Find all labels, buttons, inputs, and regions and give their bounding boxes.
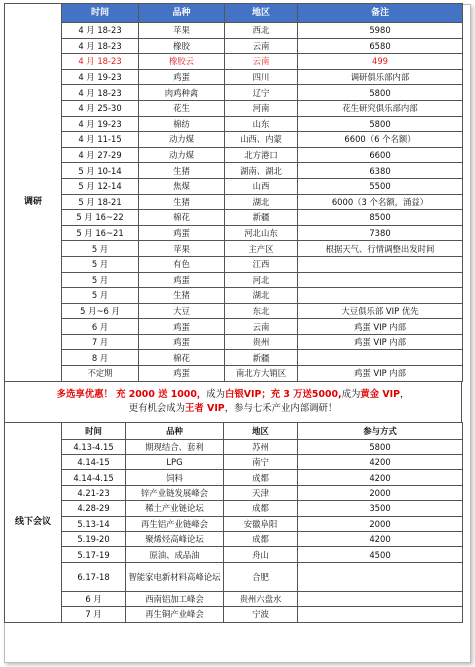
cell-variety: 西南铝加工峰会 <box>126 591 224 606</box>
cell-time: 5 月 16~22 <box>62 210 139 226</box>
offline-header-row <box>5 422 463 439</box>
table-row <box>5 210 463 226</box>
cell-variety: 聚烯烃高峰论坛 <box>126 532 224 547</box>
cell-variety: 橡胶云 <box>139 54 225 70</box>
cell-region: 贵州六盘水 <box>224 591 298 606</box>
cell-note: 499 <box>298 54 463 70</box>
cell-region: 云南 <box>225 38 298 54</box>
table-row <box>5 100 463 116</box>
cell-method <box>298 562 463 591</box>
cell-region: 湖北 <box>225 288 298 304</box>
cell-time: 5 月 16~21 <box>62 225 139 241</box>
cell-time: 5 月 <box>62 256 139 272</box>
promo-gold-vip: 黄金 VIP <box>360 388 400 400</box>
cell-time: 4 月 18-23 <box>62 23 139 39</box>
cell-variety: 鸡蛋 <box>139 225 225 241</box>
promo-text: 成为 <box>341 388 361 400</box>
cell-time: 4 月 11-15 <box>62 132 139 148</box>
cell-note: 6600（6 个名额） <box>298 132 463 148</box>
cell-region: 河北 <box>225 272 298 288</box>
cell-method: 3500 <box>298 501 463 516</box>
cell-time: 4 月 18-23 <box>62 38 139 54</box>
cell-method: 4500 <box>298 547 463 562</box>
table-row <box>5 116 463 132</box>
cell-region: 新疆 <box>225 350 298 366</box>
cell-time: 4.14-4.15 <box>62 470 126 485</box>
cell-region: 新疆 <box>225 210 298 226</box>
cell-note: 6000（3 个名额，涌益） <box>298 194 463 210</box>
cell-note: 5500 <box>298 178 463 194</box>
cell-method: 4200 <box>298 470 463 485</box>
cell-note: 花生研究俱乐部内部 <box>298 100 463 116</box>
cell-method: 2000 <box>298 485 463 500</box>
cell-region: 宁波 <box>224 607 298 622</box>
cell-note: 调研俱乐部内部 <box>298 69 463 85</box>
cell-region: 贵州 <box>225 334 298 350</box>
cell-variety: 鸡蛋 <box>139 69 225 85</box>
cell-note <box>298 288 463 304</box>
cell-variety: 大豆 <box>139 303 225 319</box>
cell-method <box>298 591 463 606</box>
table-row <box>5 607 463 622</box>
cell-variety: 肉鸡种禽 <box>139 85 225 101</box>
table-row <box>5 547 463 562</box>
cell-variety: 焦煤 <box>139 178 225 194</box>
cell-region: 江西 <box>225 256 298 272</box>
cell-time: 6 月 <box>62 591 126 606</box>
cell-region: 山西、内蒙 <box>225 132 298 148</box>
table-row <box>5 303 463 319</box>
promo-text: 更有机会成为 <box>128 402 186 414</box>
cell-time: 5 月 12-14 <box>62 178 139 194</box>
cell-variety: 棉花 <box>139 350 225 366</box>
table-row <box>5 132 463 148</box>
table-row <box>5 288 463 304</box>
cell-time: 5 月~6 月 <box>62 303 139 319</box>
schedule-sheet <box>4 3 462 623</box>
table-row <box>5 516 463 531</box>
cell-note: 8500 <box>298 210 463 226</box>
table-row <box>5 241 463 257</box>
cell-variety: 再生铜产业峰会 <box>126 607 224 622</box>
table-row <box>5 319 463 335</box>
cell-note <box>298 350 463 366</box>
column-header: 备注 <box>298 4 463 23</box>
cell-time: 7 月 <box>62 334 139 350</box>
promo-banner <box>4 382 462 422</box>
cell-variety: 棉纺 <box>139 116 225 132</box>
cell-variety: 鸡蛋 <box>139 272 225 288</box>
table-row <box>5 54 463 70</box>
cell-time: 4.13-4.15 <box>62 439 126 454</box>
cell-time: 4 月 27-29 <box>62 147 139 163</box>
cell-region: 四川 <box>225 69 298 85</box>
cell-variety: LPG <box>126 455 224 470</box>
cell-time: 4 月 18-23 <box>62 85 139 101</box>
cell-variety: 鸡蛋 <box>139 319 225 335</box>
cell-variety: 苹果 <box>139 241 225 257</box>
cell-variety: 生猪 <box>139 288 225 304</box>
cell-note: 7380 <box>298 225 463 241</box>
cell-time: 6 月 <box>62 319 139 335</box>
column-header: 时间 <box>62 422 126 439</box>
cell-region: 湖北 <box>225 194 298 210</box>
cell-note: 大豆俱乐部 VIP 优先 <box>298 303 463 319</box>
cell-region: 东北 <box>225 303 298 319</box>
cell-region: 河北山东 <box>225 225 298 241</box>
promo-line-2 <box>5 402 461 416</box>
cell-variety: 动力煤 <box>139 147 225 163</box>
table-row <box>5 194 463 210</box>
cell-variety: 棉花 <box>139 210 225 226</box>
table-row <box>5 38 463 54</box>
cell-method: 4200 <box>298 455 463 470</box>
header-blank <box>5 4 62 23</box>
cell-time: 4 月 18-23 <box>62 54 139 70</box>
table-row <box>5 350 463 366</box>
column-header: 品种 <box>126 422 224 439</box>
cell-variety: 生猪 <box>139 163 225 179</box>
column-header: 时间 <box>62 4 139 23</box>
table-row <box>5 366 463 382</box>
cell-region: 天津 <box>224 485 298 500</box>
cell-region: 主产区 <box>225 241 298 257</box>
cell-region: 云南 <box>225 54 298 70</box>
cell-note: 5980 <box>298 23 463 39</box>
cell-note: 6380 <box>298 163 463 179</box>
cell-method: 5800 <box>298 439 463 454</box>
table-row <box>5 455 463 470</box>
cell-time: 8 月 <box>62 350 139 366</box>
promo-text: ，参与七禾产业内部调研！ <box>224 402 338 414</box>
table-row <box>5 591 463 606</box>
research-table <box>4 3 463 382</box>
cell-variety: 饲料 <box>126 470 224 485</box>
promo-text: 多选享优惠！ 充 2000 送 1000， <box>56 388 207 400</box>
cell-region: 山东 <box>225 116 298 132</box>
cell-time: 4.14-15 <box>62 455 126 470</box>
cell-variety: 锌产业链发展峰会 <box>126 485 224 500</box>
table-row <box>5 485 463 500</box>
column-header: 品种 <box>139 4 225 23</box>
column-header: 地区 <box>225 4 298 23</box>
cell-region: 成都 <box>224 470 298 485</box>
cell-region: 南北方大销区 <box>225 366 298 382</box>
cell-time: 5 月 <box>62 272 139 288</box>
cell-variety: 智能家电新材料高峰论坛 <box>126 562 224 591</box>
table-row <box>5 562 463 591</box>
cell-variety: 动力煤 <box>139 132 225 148</box>
cell-variety: 生猪 <box>139 194 225 210</box>
cell-note: 5800 <box>298 85 463 101</box>
cell-time: 5 月 <box>62 288 139 304</box>
promo-text: 成为 <box>206 388 225 400</box>
cell-note: 鸡蛋 VIP 内部 <box>298 334 463 350</box>
table-row <box>5 69 463 85</box>
cell-region: 西北 <box>225 23 298 39</box>
table-row <box>5 439 463 454</box>
cell-time: 不定期 <box>62 366 139 382</box>
cell-note: 6600 <box>298 147 463 163</box>
cell-note: 鸡蛋 VIP 内部 <box>298 366 463 382</box>
table-row <box>5 23 463 39</box>
cell-variety: 花生 <box>139 100 225 116</box>
cell-region: 合肥 <box>224 562 298 591</box>
cell-time: 4 月 19-23 <box>62 116 139 132</box>
cell-variety: 稀土产业链论坛 <box>126 501 224 516</box>
cell-time: 4.28-29 <box>62 501 126 516</box>
cell-time: 5.13-14 <box>62 516 126 531</box>
cell-time: 5.17-19 <box>62 547 126 562</box>
offline-meeting-table <box>4 422 463 623</box>
table-row <box>5 225 463 241</box>
cell-note: 6580 <box>298 38 463 54</box>
promo-silver-vip: 白银VIP <box>225 388 262 400</box>
cell-variety: 苹果 <box>139 23 225 39</box>
cell-time: 5 月 <box>62 241 139 257</box>
table-row <box>5 334 463 350</box>
cell-time: 4.21-23 <box>62 485 126 500</box>
table-row <box>5 163 463 179</box>
cell-region: 安徽阜阳 <box>224 516 298 531</box>
cell-region: 北方港口 <box>225 147 298 163</box>
cell-time: 5 月 10-14 <box>62 163 139 179</box>
cell-note <box>298 272 463 288</box>
table-row <box>5 147 463 163</box>
cell-method: 2000 <box>298 516 463 531</box>
cell-note: 5800 <box>298 116 463 132</box>
cell-time: 5 月 18-21 <box>62 194 139 210</box>
table-row <box>5 532 463 547</box>
cell-variety: 期现结合、套利 <box>126 439 224 454</box>
section-label-research: 调研 <box>5 23 62 382</box>
cell-time: 4 月 19-23 <box>62 69 139 85</box>
promo-line-1 <box>5 388 461 402</box>
table-row <box>5 272 463 288</box>
cell-time: 4 月 25-30 <box>62 100 139 116</box>
cell-note <box>298 256 463 272</box>
cell-note: 鸡蛋 VIP 内部 <box>298 319 463 335</box>
promo-text: ；充 3 万送5000, <box>261 388 342 400</box>
cell-variety: 鸡蛋 <box>139 334 225 350</box>
promo-text: ， <box>400 388 410 400</box>
cell-variety: 原油、成品油 <box>126 547 224 562</box>
cell-note: 根据天气、行情调整出发时间 <box>298 241 463 257</box>
table-row <box>5 256 463 272</box>
cell-region: 辽宁 <box>225 85 298 101</box>
cell-variety: 鸡蛋 <box>139 366 225 382</box>
cell-region: 舟山 <box>224 547 298 562</box>
cell-method: 4200 <box>298 532 463 547</box>
cell-variety: 有色 <box>139 256 225 272</box>
cell-region: 苏州 <box>224 439 298 454</box>
cell-variety: 橡胶 <box>139 38 225 54</box>
cell-region: 云南 <box>225 319 298 335</box>
table-row <box>5 178 463 194</box>
cell-region: 成都 <box>224 532 298 547</box>
cell-method <box>298 607 463 622</box>
cell-region: 成都 <box>224 501 298 516</box>
table-row <box>5 85 463 101</box>
section-label-offline: 线下会议 <box>5 422 62 622</box>
cell-time: 5.19-20 <box>62 532 126 547</box>
column-header: 参与方式 <box>298 422 463 439</box>
cell-region: 湖南、湖北 <box>225 163 298 179</box>
table-row <box>5 470 463 485</box>
cell-time: 6.17-18 <box>62 562 126 591</box>
column-header: 地区 <box>224 422 298 439</box>
cell-region: 南宁 <box>224 455 298 470</box>
promo-king-vip: 王者 VIP <box>185 402 225 414</box>
cell-time: 7 月 <box>62 607 126 622</box>
cell-variety: 再生铝产业链峰会 <box>126 516 224 531</box>
table-row <box>5 501 463 516</box>
cell-region: 山西 <box>225 178 298 194</box>
research-header-row <box>5 4 463 23</box>
cell-region: 河南 <box>225 100 298 116</box>
